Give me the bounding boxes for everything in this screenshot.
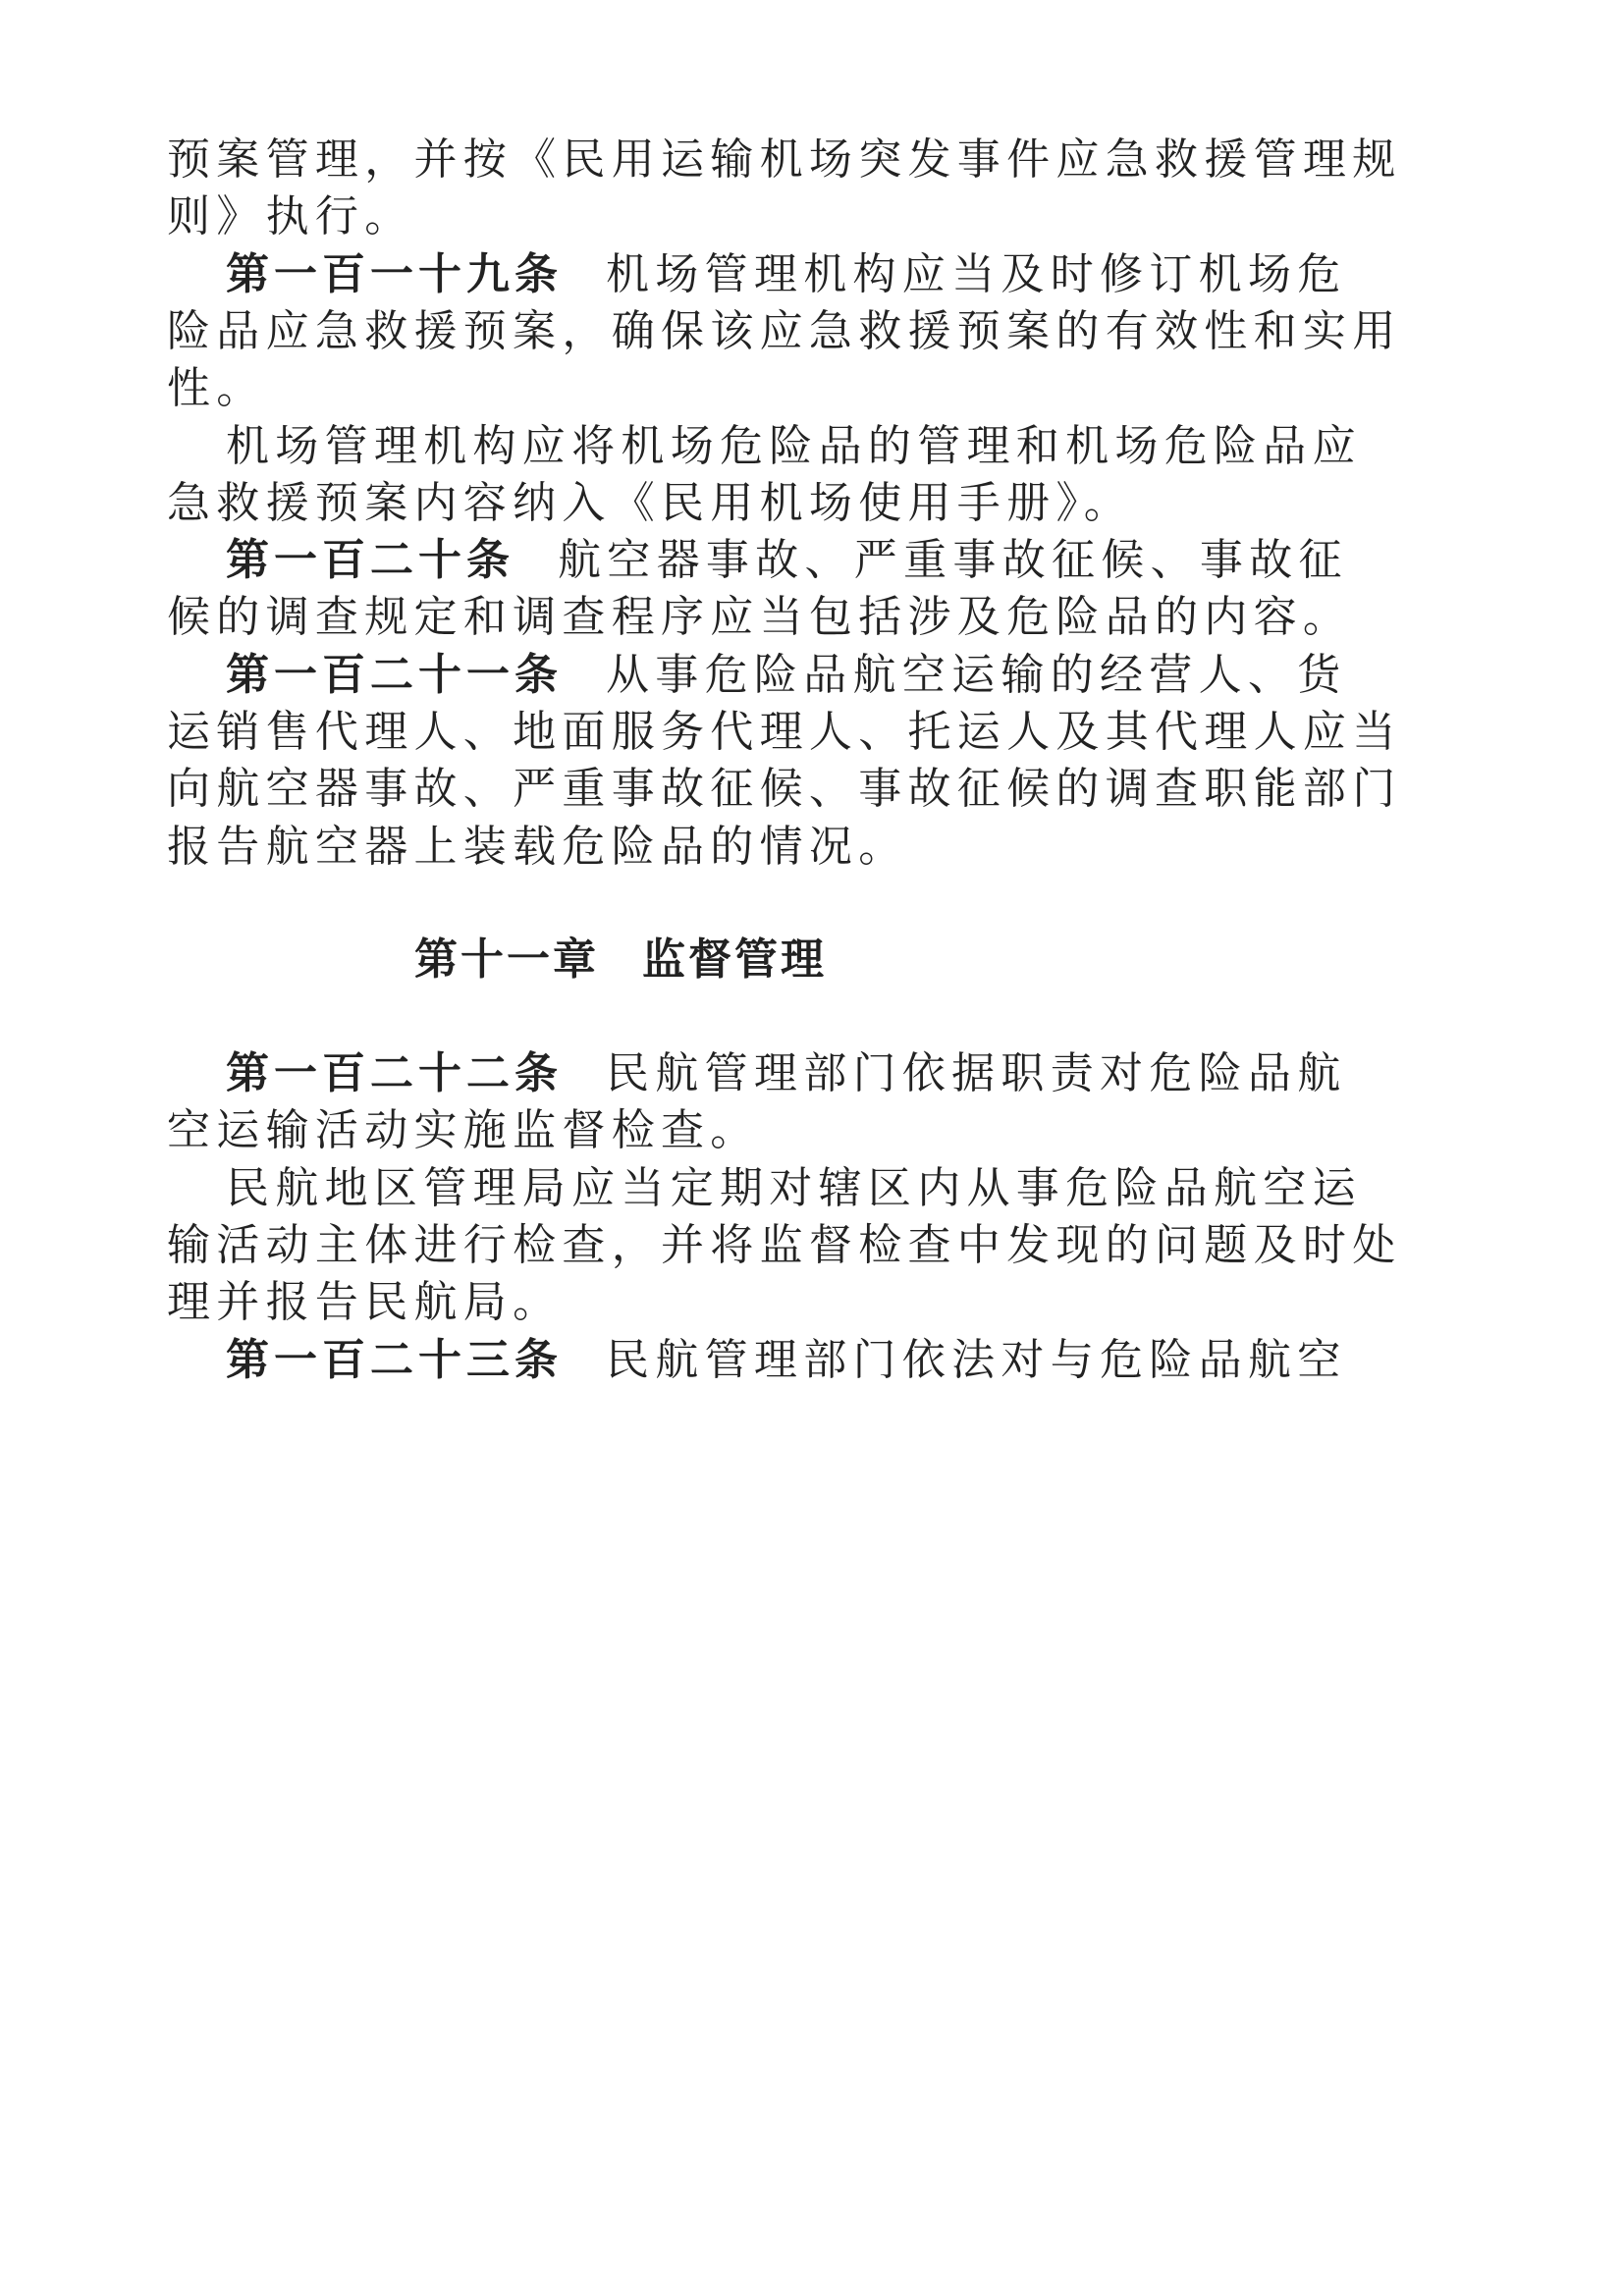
text-line: 向航空器事故、严重事故征候、事故征候的调查职能部门	[167, 764, 1402, 814]
text-line: 预案管理，并按《民用运输机场突发事件应急救援管理规	[167, 134, 1402, 185]
article-text: 机场管理机构应当及时修订机场危	[606, 249, 1347, 299]
text-line: 空运输活动实施监督检查。	[167, 1105, 760, 1155]
text-line: 运销售代理人、地面服务代理人、托运人及其代理人应当	[167, 707, 1402, 757]
article-text: 民航管理部门依法对与危险品航空	[606, 1335, 1347, 1385]
text-line: 险品应急救援预案，确保该应急救援预案的有效性和实用	[167, 306, 1402, 356]
article-number: 第一百二十二条	[226, 1048, 563, 1098]
article-text: 民航管理部门依据职责对危险品航	[606, 1048, 1347, 1098]
text-line: 则》执行。	[167, 191, 414, 241]
text-line: 报告航空器上装载危险品的情况。	[167, 822, 908, 872]
article-123-line	[226, 1333, 1347, 1388]
article-121-line	[226, 648, 1347, 703]
text-line: 理并报告民航局。	[167, 1277, 563, 1327]
text-line: 输活动主体进行检查，并将监督检查中发现的问题及时处	[167, 1220, 1402, 1270]
article-120-line	[226, 533, 1348, 588]
chapter-title: 监督管理	[642, 934, 827, 985]
text-line: 候的调查规定和调查程序应当包括涉及危险品的内容。	[167, 592, 1353, 642]
article-number: 第一百二十一条	[226, 650, 563, 700]
article-122-line	[226, 1046, 1347, 1101]
article-number: 第一百一十九条	[226, 249, 563, 299]
chapter-number: 第十一章	[414, 934, 599, 985]
text-line: 性。	[167, 363, 266, 413]
article-number: 第一百二十三条	[226, 1335, 563, 1385]
article-text: 航空器事故、严重事故征候、事故征	[558, 535, 1348, 585]
text-line: 民航地区管理局应当定期对辖区内从事危险品航空运	[226, 1163, 1362, 1213]
text-line: 急救援预案内容纳入《民用机场使用手册》。	[167, 478, 1133, 528]
article-text: 从事危险品航空运输的经营人、货	[606, 650, 1347, 700]
article-119-line	[226, 247, 1347, 302]
chapter-heading	[414, 933, 827, 988]
article-number: 第一百二十条	[226, 535, 514, 585]
text-line: 机场管理机构应将机场危险品的管理和机场危险品应	[226, 421, 1362, 471]
